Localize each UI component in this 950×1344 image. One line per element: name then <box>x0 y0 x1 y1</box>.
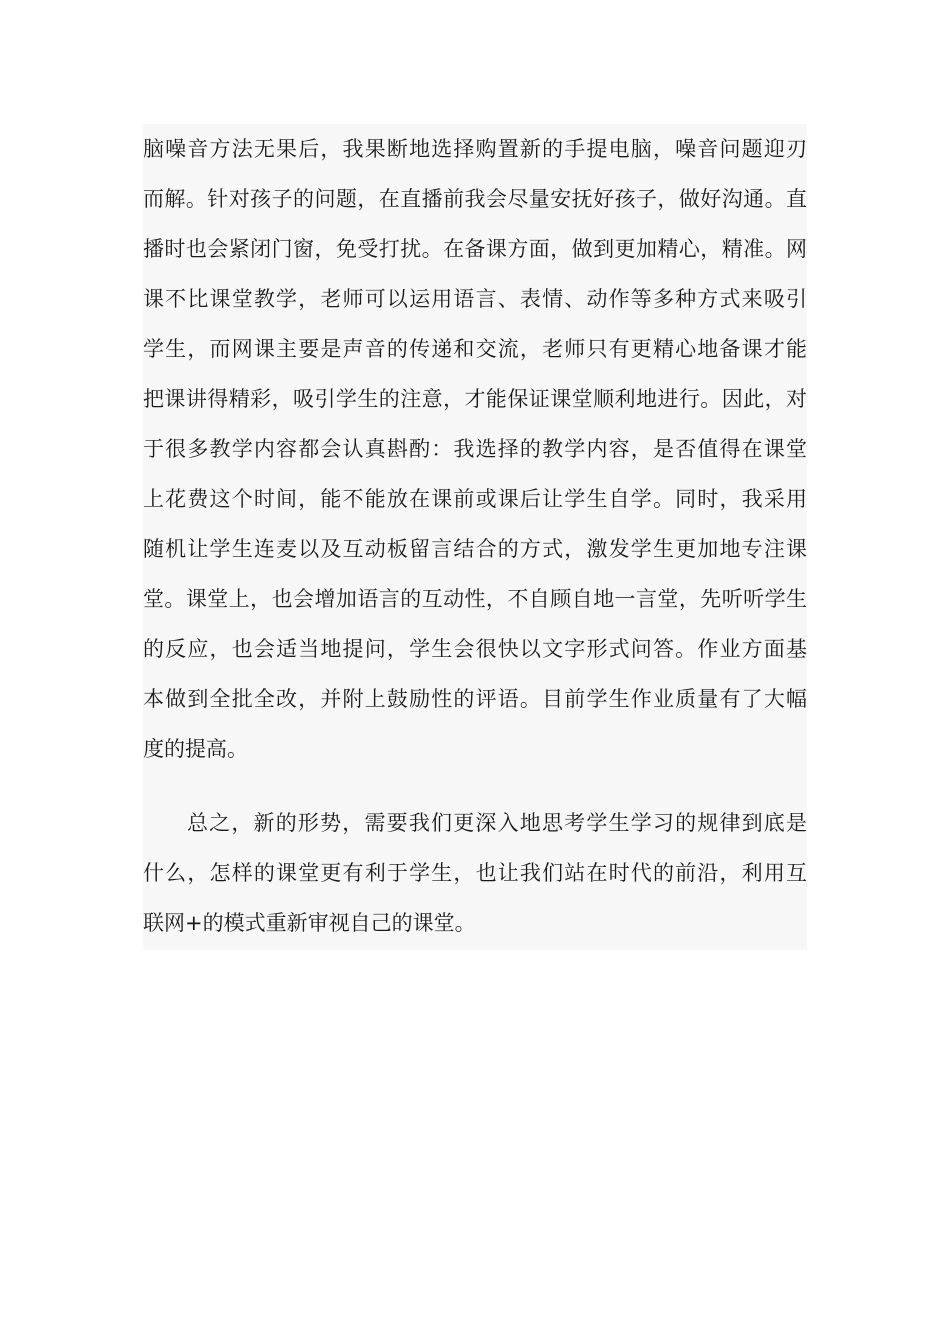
paragraph-spacer <box>143 774 807 798</box>
text-block <box>143 124 807 950</box>
paragraph-2 <box>143 798 807 948</box>
text-line: 度的提高。 <box>143 737 248 761</box>
text-line: 的反应，也会适当地提问，学生会很快以文字形式问答。作业方面基 <box>143 637 807 661</box>
text-line: 而解。针对孩子的问题，在直播前我会尽量安抚好孩子，做好沟通。直 <box>143 187 807 211</box>
text-line: 联网+的模式重新审视自己的课堂。 <box>143 911 476 935</box>
text-line: 把课讲得精彩，吸引学生的注意，才能保证课堂顺利地进行。因此，对 <box>143 387 807 411</box>
text-line: 脑噪音方法无果后，我果断地选择购置新的手提电脑，噪音问题迎刃 <box>143 137 807 161</box>
text-line: 课不比课堂教学，老师可以运用语言、表情、动作等多种方式来吸引 <box>143 287 807 311</box>
text-line: 总之，新的形势，需要我们更深入地思考学生学习的规律到底是 <box>187 811 807 835</box>
paragraph-1 <box>143 124 807 774</box>
text-line: 堂。课堂上，也会增加语言的互动性，不自顾自地一言堂，先听听学生 <box>143 587 807 611</box>
text-line: 播时也会紧闭门窗，免受打扰。在备课方面，做到更加精心，精准。网 <box>143 237 807 261</box>
text-line: 什么，怎样的课堂更有利于学生，也让我们站在时代的前沿，利用互 <box>143 861 807 885</box>
text-line: 本做到全批全改，并附上鼓励性的评语。目前学生作业质量有了大幅 <box>143 687 807 711</box>
text-line: 于很多教学内容都会认真斟酌：我选择的教学内容，是否值得在课堂 <box>143 437 807 461</box>
text-line: 上花费这个时间，能不能放在课前或课后让学生自学。同时，我采用 <box>143 487 807 511</box>
text-line: 随机让学生连麦以及互动板留言结合的方式，激发学生更加地专注课 <box>143 537 807 561</box>
text-line: 学生，而网课主要是声音的传递和交流，老师只有更精心地备课才能 <box>143 337 807 361</box>
